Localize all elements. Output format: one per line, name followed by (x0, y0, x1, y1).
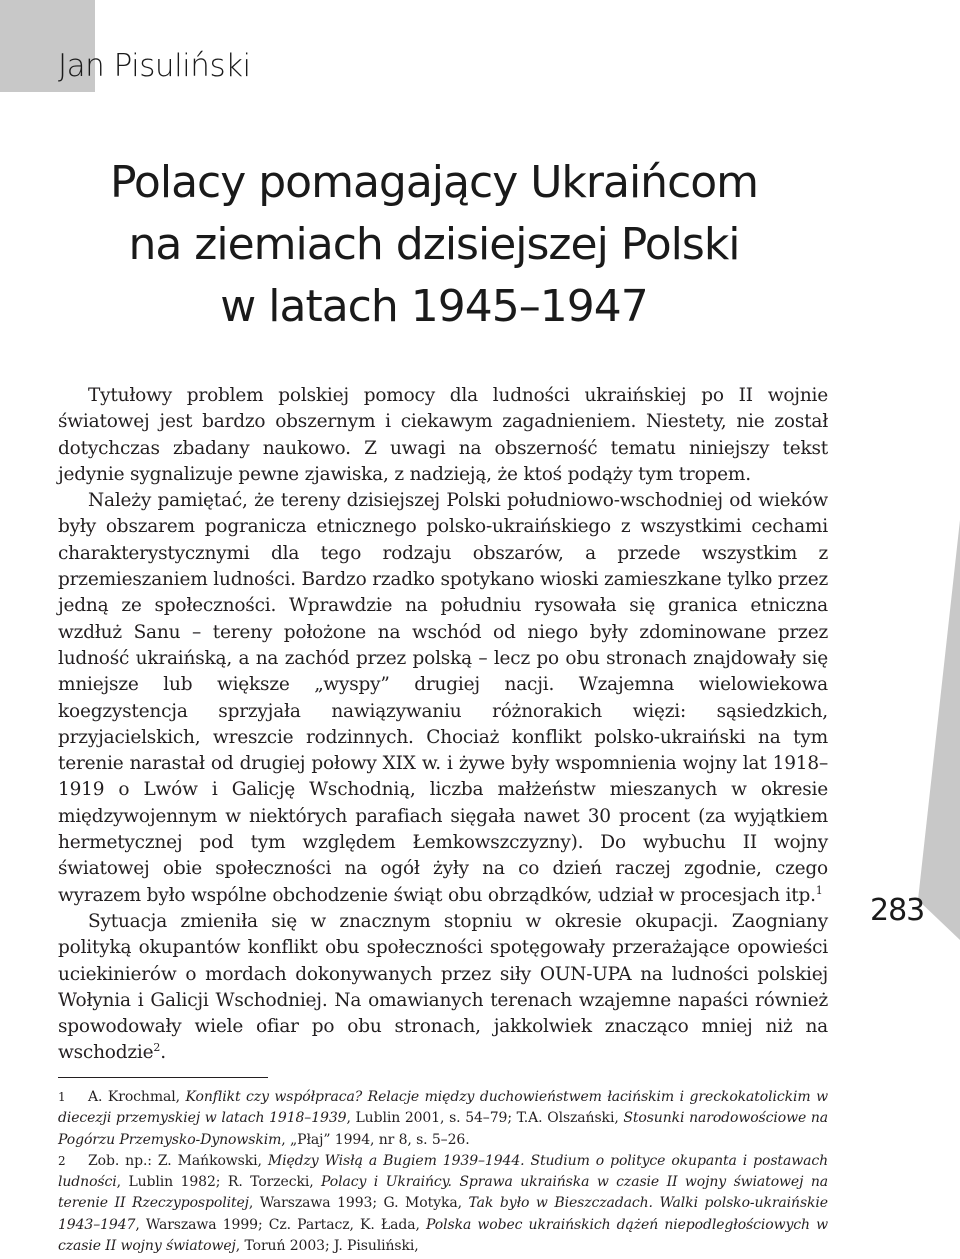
footnote-text (58, 1089, 828, 1148)
footnote-segment: , „Płaj” 1994, nr 8, s. 5–26. (281, 1131, 470, 1148)
page-number: 283 (870, 893, 925, 928)
title-line: w latach 1945–1947 (220, 281, 648, 332)
author-name: Jan Pisuliński (58, 48, 251, 84)
footnote-segment: , Warszawa 1993; G. Motyka, (248, 1195, 469, 1212)
footnote-title: Między Wisłą a Bugiem 1939–1944. Studium o polityce okupanta i postawach ludności (58, 1152, 828, 1191)
footnote-divider (58, 1077, 268, 1078)
footnote-title: Stosunki narodowościowe na Pogórzu Przemysko-Dynowskim (58, 1110, 828, 1148)
paragraph-text: Tytułowy problem polskiej pomocy dla ludności ukraińskiej po II wojnie światowej jest bardzo obszernym i ciekawym zagadnieniem. Niestety, nie został dotychczas zbadany naukowo. Z uwagi na obszerność tematu niniejszy tekst jedynie sygnalizuje pewne zjawiska, z nadzieją, że ktoś podąży tym tropem. (58, 385, 828, 485)
paragraph (58, 383, 828, 488)
article-body (58, 383, 828, 1067)
footnote-title: Konflikt czy współpraca? Relacje między duchowieństwem łacińskim i greckokatolickim w diecezji przemyskiej w latach 1918–1939 (58, 1089, 828, 1127)
paragraph-text: Należy pamiętać, że tereny dzisiejszej Polski południowo-wschodniej od wieków były obszarem pogranicza etnicznego polsko-ukraińskiego z wszystkimi cechami charakterystycznymi dla tego rodzaju obszarów, a przede wszystkim z przemieszaniem ludności. Bardzo rzadko spotykano wioski zamieszkane tylko przez jedną ze społeczności. Wprawdzie na południu rysowała się granica etniczna wzdłuż Sanu – tereny położone na wschód od niego były zdominowane przez ludność ukraińską, a na zachód przez polską – lecz po obu stronach znajdowały się mniejsze lub większe „wyspy” drugiej nacji. Wzajemna wielowiekowa koegzystencja sprzyjała nawiązywaniu różnorakich więzi: sąsiedzkich, przyjacielskich, wreszcie rodzinnych. Chociaż konflikt polsko-ukraiński na tym terenie narastał od drugiej połowy XIX w. i żywe były wspomnienia wojny lat 1918–1919 o Lwów i Galicję Wschodnią, liczba małżeństw mieszanych w okresie międzywojennym w niektórych parafiach sięgała nawet 30 procent (za wyjątkiem hermetycznej pod tym względem Łemkowszczyzny). Do wybuchu II wojny światowej obie społeczności na ogół żyły na co dzień raczej zgodnie, czego wyrazem było wspólne obchodzenie świąt obu obrządków, udział w procesjach itp. (58, 490, 828, 906)
footnote-segment: , Lublin 2001, s. 54–79; T.A. Olszański, (346, 1110, 624, 1127)
footnote-ref[interactable]: 1 (815, 883, 823, 897)
article-title (0, 152, 868, 338)
paragraph: Sytuacja zmieniła się w znacznym stopniu w okresie okupacji. Zaogniany polityką okupantów konflikt obu społeczności spotęgowały przerażające opowieści uciekinierów o mordach dokonywanych przez siły OUN-UPA na ludności polskiej Wołynia i Galicji Wschodniej. Na omawianych terenach wzajemne napaści również spowodowały wiele ofiar po obu stronach, jakkolwiek znacząco mniej niż na wschodzie$^2$. (58, 910, 828, 1064)
footnote-title: Polska wobec ukraińskich dążeń niepodległościowych w czasie II wojny światowej (58, 1216, 828, 1255)
footnote (58, 1151, 828, 1257)
title-line: Polacy pomagający Ukraińcom (109, 157, 759, 208)
footnote-segment: , Warszawa 1999; Cz. Partacz, K. Łada, (135, 1216, 427, 1233)
footnotes (58, 1087, 828, 1257)
footnote-segment: , Toruń 2003; J. Pisuliński, (235, 1238, 419, 1255)
footnote (58, 1087, 828, 1151)
footnote-segment: A. Krochmal, (88, 1089, 186, 1105)
title-line: na ziemiach dzisiejszej Polski (128, 219, 740, 270)
footnote-number: 1 (58, 1090, 66, 1104)
footnote-number: 2 (58, 1153, 66, 1168)
side-decoration-triangle (918, 520, 960, 940)
paragraph (58, 488, 828, 909)
footnote-text (58, 1153, 828, 1254)
paragraph-text: Sytuacja zmieniła się w znacznym stopniu w okresie okupacji. Zaogniany polityką okupantów konflikt obu społeczności spotęgowały przerażające opowieści uciekinierów o mordach dokonywanych przez siły OUN-UPA na ludności polskiej Wołynia i Galicji Wschodniej. Na omawianych terenach wzajemne napaści również spowodowały wiele ofiar po obu stronach, jakkolwiek znacząco mniej niż na wschodzie (58, 910, 828, 1064)
footnote-ref[interactable]: 2 (153, 1041, 161, 1055)
footnote-segment: , Lublin 1982; R. Torzecki, (116, 1174, 322, 1191)
footnote-segment: Zob. np.: Z. Mańkowski, (88, 1152, 268, 1169)
footnote-title: Polacy i Ukraińcy. Sprawa ukraińska w czasie II wojny światowej na terenie II Rzeczypospolitej (58, 1174, 828, 1212)
footnote-title: Tak było w Bieszczadach. Walki polsko-ukraińskie 1943–1947 (58, 1195, 828, 1233)
